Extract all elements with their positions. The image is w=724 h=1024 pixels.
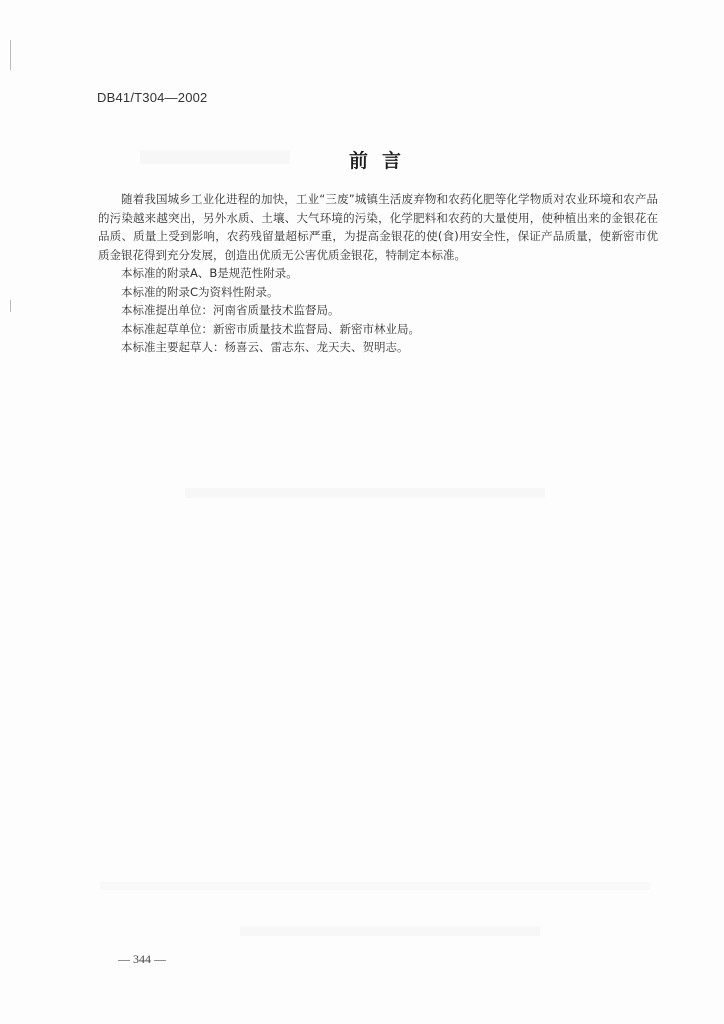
paragraph-proposer: 本标准提出单位：河南省质量技术监督局。 xyxy=(121,303,340,317)
scan-edge-mark xyxy=(10,40,11,70)
paragraph-intro: 随着我国城乡工业化进程的加快，工业“三废”城镇生活废弃物和农药化肥等化学物质对农业环境和农产品的污染越来越突出，另外水质、土壤、大气环境的污染，化学肥料和农药的大量使用，使种植出来的金银花在品质、质量上受到影响，农药残留量超标严重，为提高金银花的使(食)用安全性，保证产品质量，使新密市优质金银花得到充分发展，创造出优质无公害优质金银花，特制定本标准。 xyxy=(98,192,658,262)
paragraph-drafters: 本标准主要起草人：杨喜云、雷志东、龙天夫、贺明志。 xyxy=(121,340,409,354)
preface-body xyxy=(98,190,658,357)
scan-smudge xyxy=(100,882,650,890)
page-title: 前言 xyxy=(348,150,415,172)
scan-smudge xyxy=(240,926,540,936)
paragraph-normative-annex: 本标准的附录A、B是规范性附录。 xyxy=(121,266,298,280)
scan-edge-mark xyxy=(10,300,11,312)
standard-code: DB41/T304—2002 xyxy=(97,90,208,105)
paragraph-drafting-unit: 本标准起草单位：新密市质量技术监督局、新密市林业局。 xyxy=(121,321,420,336)
page-number: — 344 — xyxy=(118,952,166,966)
paragraph-informative-annex: 本标准的附录C为资料性附录。 xyxy=(121,284,279,299)
scan-smudge xyxy=(185,488,545,498)
